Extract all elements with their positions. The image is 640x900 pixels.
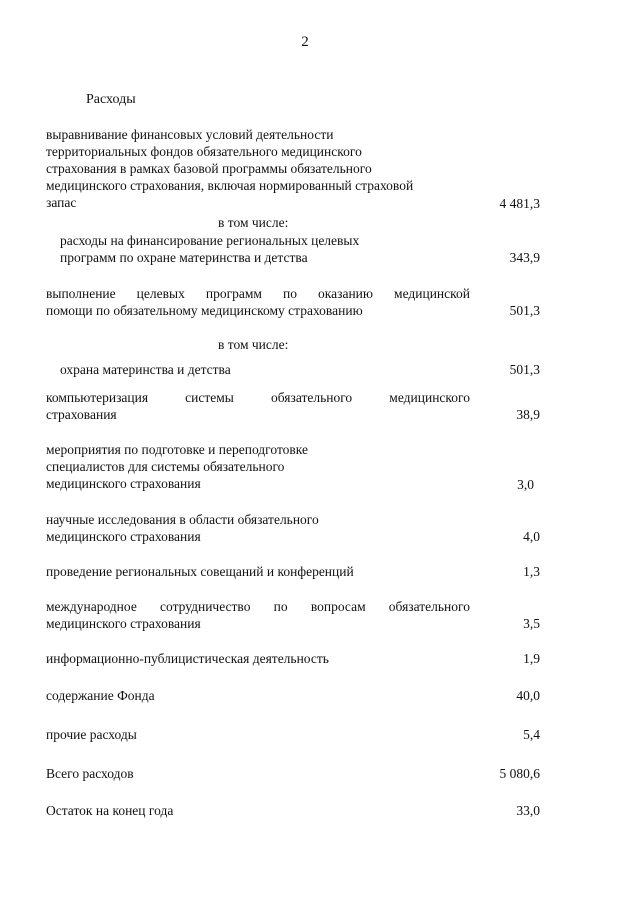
year-end-balance-amount: 33,0 [516,803,540,818]
expense-label-line: расходы на финансирование региональных целевых [60,233,360,248]
expense-label [46,511,470,545]
expense-label-line: медицинского страхования [46,476,201,491]
expense-label [46,285,470,319]
expense-label-line: страхования в рамках базовой программы обязательного [46,161,372,176]
year-end-balance-row [46,802,540,820]
expense-amount: 3,0 [517,477,534,492]
expense-label-line: информационно-публицистическая деятельность [46,651,329,666]
expense-row-target-programs [46,285,540,321]
expense-label-line: запас [46,195,77,210]
total-expenses-row [46,765,540,783]
expense-label [46,563,470,580]
expense-label [46,389,470,423]
expense-amount: 4,0 [523,529,540,544]
expense-label-line: медицинского страхования [46,529,201,544]
expense-label [46,650,470,667]
expense-label-line: международное сотрудничество по вопросам обязательного [46,599,470,614]
expense-row-publicity [46,650,540,668]
expense-row-conferences [46,563,540,581]
expense-label-line: охрана материнства и детства [60,362,231,377]
including-caption: в том числе: [218,215,289,230]
expense-label-line: медицинского страхования, включая нормированный страховой [46,178,414,193]
expense-row-computerization [46,389,540,425]
expense-label-line: выполнение целевых программ по оказанию медицинской [46,286,470,301]
expense-label [46,726,470,743]
expense-row-regional-programs [46,232,540,268]
expense-amount: 1,9 [523,651,540,666]
expense-amount: 3,5 [523,616,540,631]
expense-row-international [46,598,540,634]
expense-row-other [46,726,540,744]
expense-label-line: выравнивание финансовых условий деятельности [46,127,334,142]
expense-label [46,126,470,211]
including-caption: в том числе: [218,337,289,352]
expense-label-line: компьютеризация системы обязательного медицинского [46,390,470,405]
expense-label-line: территориальных фондов обязательного медицинского [46,144,362,159]
expense-label-line: программ по охране материнства и детства [60,250,308,265]
section-title: Расходы [86,92,136,107]
expense-row-fund-maintenance [46,687,540,705]
expense-label [46,598,470,632]
expense-row-research [46,511,540,547]
expense-amount: 501,3 [509,303,540,318]
expense-label [46,687,470,704]
expense-amount: 5,4 [523,727,540,742]
expense-amount: 38,9 [516,407,540,422]
total-expenses-label [46,765,470,782]
expense-label [46,441,470,492]
page-number: 2 [301,34,309,50]
expense-label [60,361,470,378]
expense-row-maternity [46,361,540,379]
expense-amount: 1,3 [523,564,540,579]
expense-row-equalization [46,126,540,216]
expense-label [60,232,470,266]
expense-label-line: научные исследования в области обязательного [46,512,319,527]
expense-label-line: страхования [46,407,117,422]
expense-amount: 501,3 [509,362,540,377]
expense-label-line: специалистов для системы обязательного [46,459,285,474]
expense-label-line: мероприятия по подготовке и переподготовке [46,442,309,457]
expense-label-line: Остаток на конец года [46,803,174,818]
expense-amount: 343,9 [509,250,540,265]
expense-label-line: проведение региональных совещаний и конференций [46,564,354,579]
expense-label-line: содержание Фонда [46,688,155,703]
expense-amount: 4 481,3 [499,196,540,211]
expense-label-line: прочие расходы [46,727,137,742]
expense-label-line: помощи по обязательному медицинскому страхованию [46,303,363,318]
total-expenses-amount: 5 080,6 [499,766,540,781]
expense-label-line: Всего расходов [46,766,134,781]
expense-row-training [46,441,540,495]
expense-label-line: медицинского страхования [46,616,201,631]
expense-amount: 40,0 [516,688,540,703]
year-end-balance-label [46,802,470,819]
